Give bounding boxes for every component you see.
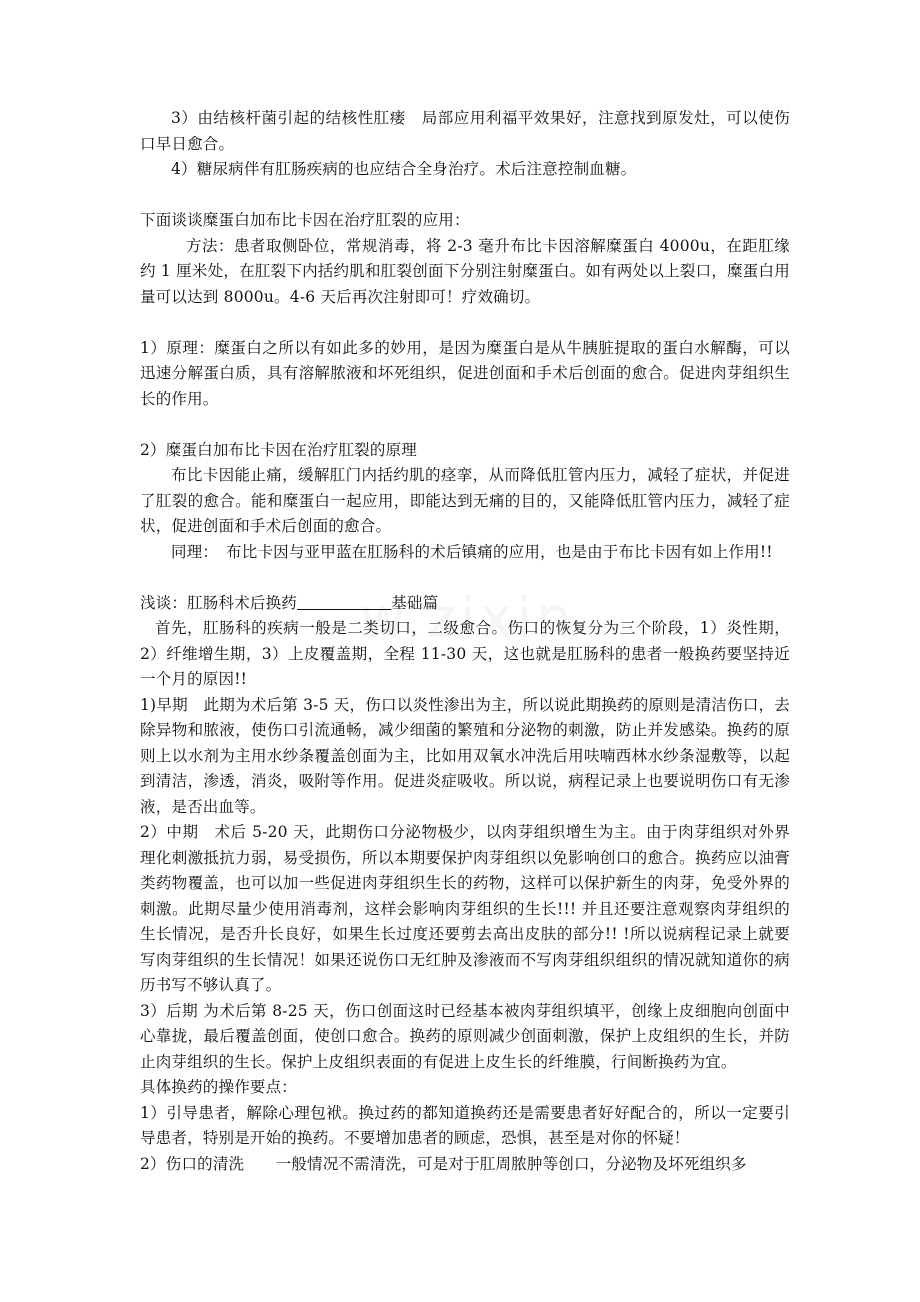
paragraph-similarly: 同理： 布比卡因与亚甲蓝在肛肠科的术后镇痛的应用，也是由于布比卡因有如上作用!! (171, 542, 773, 561)
document-body (140, 106, 790, 1177)
paragraph-principle-1: 1）原理：糜蛋白之所以有如此多的妙用，是因为糜蛋白是从牛胰脏提取的蛋白水解酶，可以迅速分解蛋白质，具有溶解脓液和坏死组织，促进创面和手术后创面的愈合。促进肉芽组织生长的作用。 (140, 338, 790, 408)
paragraph-early-stage: 1)早期 此期为术后第 3-5 天，伤口以炎性渗出为主，所以说此期换药的原则是清洁伤口，去除异物和脓液，使伤口引流通畅，减少细菌的繁殖和分泌物的刺激，防止并发感染。换药的原则上以水剂为主用水纱条覆盖创面为主，比如用双氧水冲洗后用呋喃西林水纱条湿敷等，以起到清洁，渗透，消炎，吸附等作用。促进炎症吸收。所以说，病程记录上也要说明伤口有无渗液，是否出血等。 (140, 695, 790, 816)
spacer (140, 183, 790, 209)
paragraph-key-points-heading: 具体换药的操作要点： (140, 1078, 298, 1096)
paragraph-wound-cleaning: 2）伤口的清洗 一般情况不需清洗，可是对于肛周脓肿等创口，分泌物及坏死组织多 (140, 1154, 747, 1173)
paragraph-method: 方法：患者取侧卧位，常规消毒，将 2-3 毫升布比卡因溶解糜蛋白 4000u，在距肛缘约 1 厘米处，在肛裂下内括约肌和肛裂创面下分别注射糜蛋白。如有两处以上裂口，糜蛋白用量可以达到 8000u。4-6 天后再次注射即可！疗效确切。 (140, 236, 790, 306)
paragraph-bupivacaine: 布比卡因能止痛，缓解肛门内括约肌的痉挛，从而降低肛管内压力，减轻了症状，并促进了肛裂的愈合。能和糜蛋白一起应用，即能达到无痛的目的，又能降低肛管内压力，减轻了症状，促进创面和手术后创面的愈合。 (140, 466, 790, 535)
paragraph-guide-patient: 1）引导患者，解除心理包袱。换过药的都知道换药还是需要患者好好配合的，所以一定要引导患者，特别是开始的换药。不要增加患者的顾虑，恐惧，甚至是对你的怀疑！ (140, 1103, 790, 1147)
spacer (140, 412, 790, 438)
spacer (140, 565, 790, 591)
heading-prefix: 浅谈：肛肠科术后换药 (140, 593, 298, 612)
paragraph-tb-fistula: 3）由结核杆菌引起的结核性肛瘘 局部应用利福平效果好，注意找到原发灶，可以使伤口早日愈合。 (140, 109, 790, 153)
section-heading-chymotrypsin: 下面谈谈糜蛋白加布比卡因在治疗肛裂的应用： (140, 211, 470, 229)
paragraph-diabetes: 4）糖尿病伴有肛肠疾病的也应结合全身治疗。术后注意控制血糖。 (171, 160, 637, 178)
paragraph-principle-2-heading: 2）糜蛋白加布比卡因在治疗肛裂的原理 (140, 440, 417, 459)
paragraph-middle-stage: 2）中期 术后 5-20 天，此期伤口分泌物极少，以肉芽组织增生为主。由于肉芽组织对外界理化刺激抵抗力弱，易受损伤，所以本期要保护肉芽组织以免影响创口的愈合。换药应以油膏类药物覆盖，也可以加一些促进肉芽组织生长的药物，这样可以保护新生的肉芽，免受外界的刺激。此期尽量少使用消毒剂，这样会影响肉芽组织的生长!!! 并且还要注意观察肉芽组织的生长情况，是否升长良好，如果生长过度还要剪去高出皮肤的部分!! !所以说病程记录上就要写肉芽组织的生长情况！如果还说伤口无红肿及渗液而不写肉芽组织组织的情况就知道你的病历书写不够认真了。 (140, 823, 790, 994)
heading-blank (297, 594, 391, 612)
section-heading-dressing (140, 591, 790, 617)
paragraph-intro: 首先，肛肠科的疾病一般是二类切口，二级愈合。伤口的恢复分为三个阶段，1）炎性期，2）纤维增生期，3）上皮覆盖期，全程 11-30 天，这也就是肛肠科的患者一般换药要坚持近一个月的原因!! (140, 619, 790, 688)
heading-suffix: 基础篇 (391, 593, 439, 612)
spacer (140, 310, 790, 336)
paragraph-late-stage: 3）后期 为术后第 8-25 天，伤口创面这时已经基本被肉芽组织填平，创缘上皮细胞向创面中心靠拢，最后覆盖创面，使创口愈合。换药的原则减少创面刺激，保护上皮组织的生长，并防止肉芽组织的生长。保护上皮组织表面的有促进上皮生长的纤维膜，行间断换药为宜。 (140, 1001, 790, 1071)
